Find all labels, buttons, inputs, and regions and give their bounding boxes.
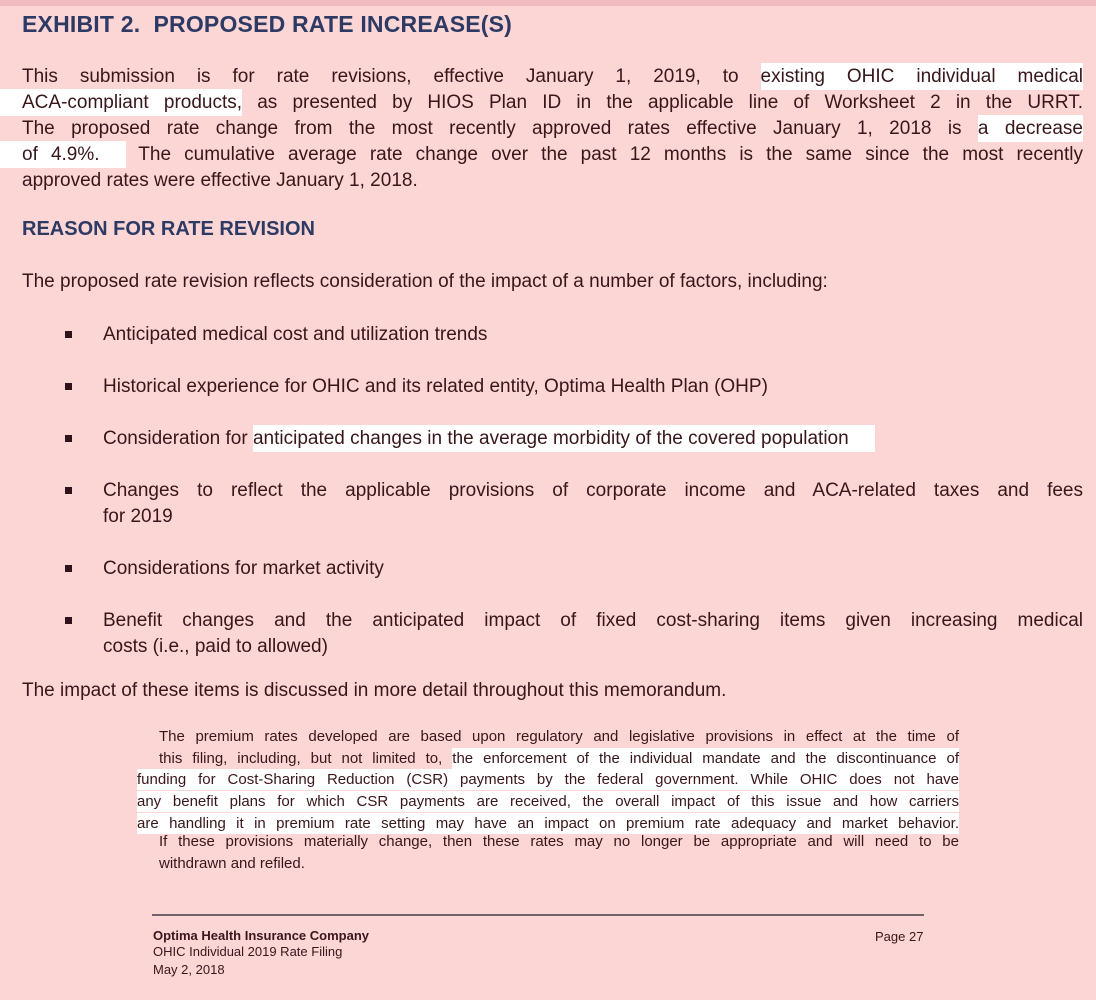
text-segment: this filing, including, but not limited to, (159, 749, 453, 767)
square-bullet-icon (65, 435, 72, 442)
text-line (103, 634, 1083, 660)
text-line (159, 853, 959, 875)
text-line (103, 608, 1083, 634)
text-line (137, 769, 959, 791)
bullet-item (22, 478, 1083, 530)
text-segment: The cumulative average rate change over the past 12 months is the same since the most recently (125, 144, 1083, 165)
highlighted-text: funding for Cost-Sharing Reduction (CSR) payments by the federal government. While OHIC does not have (137, 771, 959, 789)
text-segment: as presented by HIOS Plan ID in the applicable line of Worksheet 2 in the URRT. (242, 92, 1083, 113)
text-line (22, 116, 1083, 142)
text-segment: This submission is for rate revisions, effective January 1, 2019, to (22, 66, 761, 87)
highlighted-text: are handling it in premium rate setting may have an impact on premium rate adequacy and market behavior. (137, 814, 959, 832)
text-segment: approved rates were effective January 1, 2018. (22, 170, 418, 191)
bullet-item (22, 374, 1083, 400)
text-line (22, 90, 1083, 116)
text-line (103, 374, 1083, 400)
footer-filing: OHIC Individual 2019 Rate Filing (153, 944, 343, 959)
highlighted-text: ACA-compliant products, (0, 89, 242, 116)
bullet-list (22, 322, 1083, 686)
square-bullet-icon (65, 617, 72, 624)
text-line (159, 726, 959, 748)
square-bullet-icon (65, 487, 72, 494)
text-line (22, 168, 1083, 194)
bullet-item (22, 608, 1083, 660)
text-segment: Changes to reflect the applicable provisions of corporate income and ACA-related taxes and fees (103, 480, 1083, 501)
highlighted-text: the enforcement of the individual mandate and the discontinuance of (452, 749, 959, 767)
text-line (103, 426, 1083, 452)
text-segment: withdrawn and refiled. (159, 854, 305, 872)
page-title: EXHIBIT 2. PROPOSED RATE INCREASE(S) (22, 11, 513, 37)
square-bullet-icon (65, 565, 72, 572)
text-segment: Benefit changes and the anticipated impact of fixed cost-sharing items given increasing medical (103, 610, 1083, 631)
bullet-item (22, 322, 1083, 348)
text-line (159, 831, 959, 853)
footer-divider (152, 914, 924, 916)
text-line (103, 556, 1083, 582)
bullet-item (22, 556, 1083, 582)
scan-edge-strip (0, 0, 1096, 6)
text-segment: for 2019 (103, 506, 173, 527)
highlighted-text: a decrease (978, 115, 1083, 142)
provisions-note-paragraph (159, 831, 959, 874)
factors-intro: The proposed rate revision reflects consideration of the impact of a number of factors, including: (22, 271, 828, 292)
text-segment: Consideration for (103, 428, 253, 449)
highlighted-text: any benefit plans for which CSR payments are received, the overall impact of this issue and how carriers (137, 793, 959, 811)
text-line (103, 322, 1083, 348)
square-bullet-icon (65, 383, 72, 390)
highlighted-text: of 4.9%. (0, 141, 126, 168)
text-segment: costs (i.e., paid to allowed) (103, 636, 328, 657)
highlighted-text: anticipated changes in the average morbidity of the covered population (253, 425, 875, 452)
page-number: Page 27 (875, 929, 924, 944)
intro-paragraph (22, 64, 1083, 194)
footer-date: May 2, 2018 (153, 962, 225, 977)
impact-note: The impact of these items is discussed in more detail throughout this memorandum. (22, 680, 727, 701)
csr-note-paragraph (137, 726, 959, 835)
square-bullet-icon (65, 331, 72, 338)
text-line (137, 791, 959, 813)
text-line (159, 748, 959, 770)
text-segment: The premium rates developed are based upon regulatory and legislative provisions in effect at the time of (159, 728, 959, 745)
text-segment: If these provisions materially change, then these rates may no longer be appropriate and will need to be (159, 833, 959, 850)
text-segment: Historical experience for OHIC and its related entity, Optima Health Plan (OHP) (103, 376, 768, 397)
text-line (22, 142, 1083, 168)
text-segment: The proposed rate change from the most recently approved rates effective January 1, 2018 is (22, 118, 978, 139)
text-line (103, 478, 1083, 504)
text-segment: Considerations for market activity (103, 558, 384, 579)
bullet-item (22, 426, 1083, 452)
text-line (103, 504, 1083, 530)
text-line (22, 64, 1083, 90)
text-segment: Anticipated medical cost and utilization trends (103, 324, 488, 345)
section-heading: REASON FOR RATE REVISION (22, 218, 315, 240)
highlighted-text: existing OHIC individual medical (761, 63, 1083, 90)
footer-company: Optima Health Insurance Company (153, 928, 369, 943)
